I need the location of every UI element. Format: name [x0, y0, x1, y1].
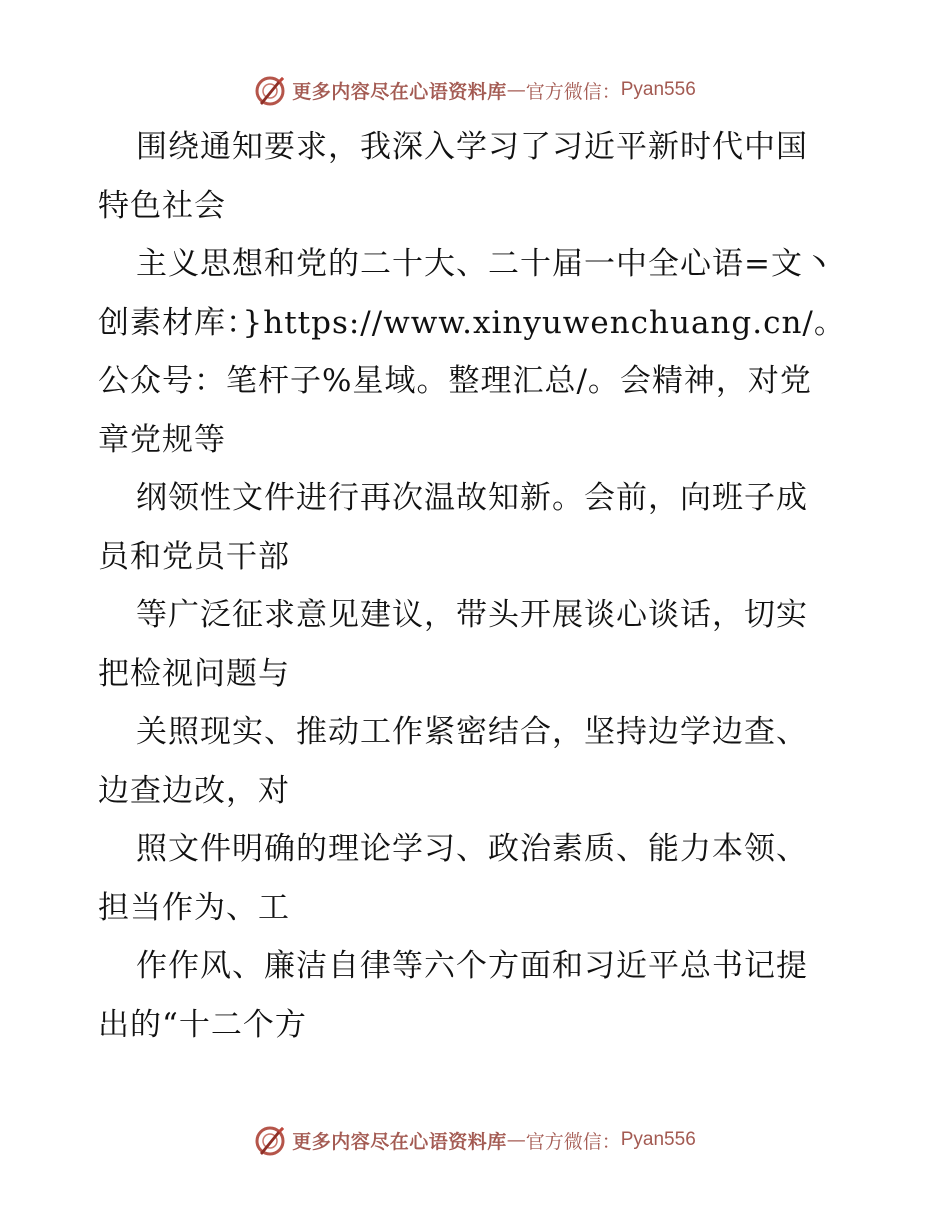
text-line: 围绕通知要求，我深入学习了习近平新时代中国: [136, 129, 808, 165]
text-line: 照文件明确的理论学习、政治素质、能力本领、: [136, 831, 808, 867]
watermark-wechat-label: 官方微信：: [525, 1130, 621, 1153]
watermark-wechat-id: Pyan556: [620, 79, 696, 100]
text-line: 出的“十二个方: [98, 1006, 307, 1043]
text-line: 边查边改，对: [98, 772, 290, 809]
pen-logo-icon: [254, 1123, 288, 1157]
text-line: 章党规等: [98, 421, 226, 458]
text-line: 纲领性文件进行再次温故知新。会前，向班子成: [136, 480, 808, 516]
text-line: 创素材库：}https://www.xinyuwenchuang.cn/。: [98, 304, 846, 341]
watermark-wechat-id: Pyan556: [620, 1129, 696, 1150]
text-line: 担当作为、工: [98, 889, 290, 926]
watermark-dash: —: [506, 79, 526, 101]
text-line: 把检视问题与: [98, 655, 290, 692]
text-line: 特色社会: [98, 187, 226, 224]
text-line: 员和党员干部: [98, 538, 290, 575]
watermark-dash: —: [506, 1129, 526, 1151]
text-line: 关照现实、推动工作紧密结合，坚持边学边查、: [136, 714, 808, 750]
text-line: 主义思想和党的二十大、二十届一中全心语=文丶: [136, 246, 835, 282]
watermark-title: 更多内容尽在心语资料库: [292, 1130, 507, 1153]
footer-watermark: [0, 1120, 950, 1160]
text-line: 公众号：笔杆子%星域。整理汇总/。会精神，对党: [98, 363, 812, 399]
pen-logo-icon: [254, 73, 288, 107]
text-line: 等广泛征求意见建议，带头开展谈心谈话，切实: [136, 597, 808, 633]
watermark-wechat-label: 官方微信：: [525, 80, 621, 103]
header-watermark: [0, 70, 950, 110]
watermark-title: 更多内容尽在心语资料库: [292, 80, 507, 103]
text-line: 作作风、廉洁自律等六个方面和习近平总书记提: [136, 948, 808, 984]
document-body: [98, 118, 858, 1054]
